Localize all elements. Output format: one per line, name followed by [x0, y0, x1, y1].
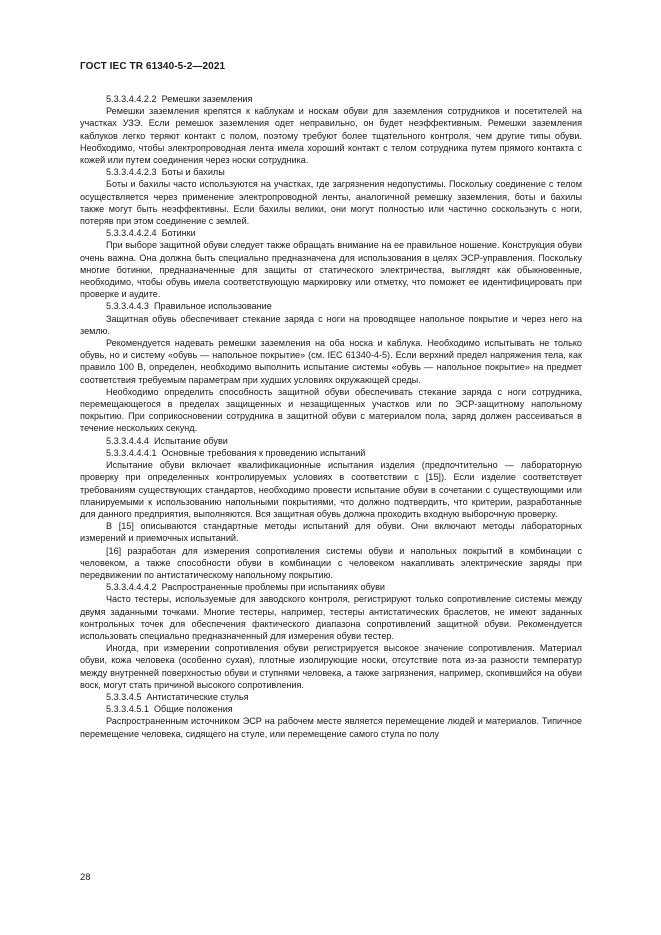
section-number: 5.3.3.4.4.4.1 — [106, 447, 157, 458]
standard-header: ГОСТ IEC TR 61340-5-2—2021 — [80, 61, 226, 72]
paragraph: Боты и бахилы часто используются на участках, где загрязнения недопустимы. Поскольку соединение с телом осуществляется через применение электропроводной ленты, аналогичной ремешку заземления, боты и бахилы также могут быть неэффективны. Если бахилы велики, они могут полностью или частично соскользнуть с ноги, потеряв при этом соединение с землей. — [80, 179, 582, 227]
section-number: 5.3.3.4.4.3 — [106, 301, 149, 312]
section-heading — [80, 227, 582, 239]
paragraph: Необходимо определить способность защитной обуви обеспечивать стекание заряда с ноги сотрудника, перемещающегося в пределах защищенных и незащищенных участков или по ЭСР-защитному напольному покрытию. При соприкосновении сотрудника в защитной обуви с материалом пола, заряд должен рассеиваться в течение нескольких секунд. — [80, 386, 582, 434]
section-title: Ремешки заземления — [161, 94, 253, 104]
paragraph: Часто тестеры, используемые для заводского контроля, регистрируют только сопротивление системы между двумя заданными точками. Многие тестеры, например, тестеры антистатических браслетов, не имеют заданных контрольных точек для обеспечения фактического диапазона сопротивлений защитной обуви. Рекомендуется использовать специально предназначенный для измерения обуви тестер. — [80, 594, 582, 641]
paragraph: В [15] описываются стандартные методы испытаний для обуви. Они включают методы лабораторных измерений и приемочных испытаний. — [80, 521, 582, 544]
section-number: 5.3.3.4.5 — [106, 691, 142, 702]
section-title: Антистатические стулья — [146, 691, 249, 702]
document-body — [80, 93, 582, 740]
section-number: 5.3.3.4.4.2.2 — [106, 94, 157, 104]
section-title: Общие положения — [153, 704, 233, 715]
section-heading — [80, 691, 582, 703]
paragraph: При выборе защитной обуви следует также обращать внимание на ее правильное ношение. Конструкция обуви очень важна. Она должна быть специально предназначена для использования в целях ЭСР-управления. Поскольку многие ботинки, предназначенные для защиты от статического электричества, выглядят как обыкновенные, необходимо, чтобы обувь имела соответствующую маркировку или отметку, что поможет ее идентифицировать при проверке и аудите. — [80, 240, 582, 300]
section-heading — [80, 703, 582, 715]
paragraph: Иногда, при измерении сопротивления обуви регистрируется высокое значение сопротивления. Материал обуви, кожа человека (особенно сухая), плотные изолирующие носки, отсутствие пота из-за разности температур между внутренней поверхностью обуви и ступнями человека, а также загрязнения, например, скопившийся на обуви воск, могут стать причиной высокого сопротивления. — [80, 643, 582, 690]
section-number: 5.3.3.4.4.4 — [106, 435, 149, 446]
section-title: Основные требования к проведению испытаний — [161, 447, 366, 458]
section-heading — [80, 581, 582, 593]
section-title: Испытание обуви — [153, 435, 228, 446]
section-title: Распространенные проблемы при испытаниях обуви — [161, 582, 385, 593]
paragraph: Распространенным источником ЭСР на рабочем месте является перемещение людей и материалов. Типичное перемещение человека, сидящего на стуле, или перемещение самого стула по полу — [80, 716, 582, 739]
section-title: Ботинки — [161, 228, 196, 239]
section-heading — [80, 435, 582, 447]
section-number: 5.3.3.4.4.4.2 — [106, 582, 157, 593]
section-title: Правильное использование — [153, 301, 272, 312]
section-title: Боты и бахилы — [161, 167, 225, 178]
section-number: 5.3.3.4.4.2.3 — [106, 167, 157, 178]
paragraph: Защитная обувь обеспечивает стекание заряда с ноги на проводящее напольное покрытие и через него на землю. — [80, 313, 582, 336]
section-heading — [80, 300, 582, 312]
section-number: 5.3.3.4.4.2.4 — [106, 228, 157, 239]
paragraph: [16] разработан для измерения сопротивления системы обуви и напольных покрытий в комбинации с человеком, а также способности обуви в комбинации с человеком накапливать электрические заряды при передвижении по антистатическому напольному покрытию. — [80, 545, 582, 580]
page-number: 28 — [80, 872, 91, 883]
paragraph: Испытание обуви включает квалификационные испытания изделия (предпочтительно — лабораторную проверку при определенных контролируемых условиях в соответствии с [15]). Если изделие соответствует требованиям существующих стандартов, необходимо провести испытание обуви в сочетании с существующими или планируемыми к использованию напольными покрытиями, что должно подтвердить, что критерии, разработанные для данного предприятия, выполняются. Вся защитная обувь должна проходить входную выборочную проверку. — [80, 460, 582, 519]
paragraph: Ремешки заземления крепятся к каблукам и носкам обуви для заземления сотрудников и посетителей на участках УЗЭ. Если ремешок заземления одет неправильно, он будет неэффективным. Ремешки заземления каблуков легко теряют контакт с полом, поэтому требуют более тщательного контроля, чем другие типы обуви. Необходимо, чтобы электропроводная лента имела хороший контакт с телом сотрудника путем прямого контакта с кожей или путем соединения через носки сотрудника. — [80, 106, 582, 166]
section-heading — [80, 166, 582, 178]
paragraph: Рекомендуется надевать ремешки заземления на оба носка и каблука. Необходимо испытывать не только обувь, но и систему «обувь — напольное покрытие» (см. IEC 61340-4-5). Если верхний предел напряжения тела, как правило 100 В, определен, необходимо выполнить испытание системы «обувь — напольное покрытие» на предмет соответствия требуемым параметрам при худших условиях окружающей среды. — [80, 338, 582, 385]
section-heading — [80, 447, 582, 459]
section-number: 5.3.3.4.5.1 — [106, 704, 149, 715]
section-heading — [80, 93, 582, 105]
